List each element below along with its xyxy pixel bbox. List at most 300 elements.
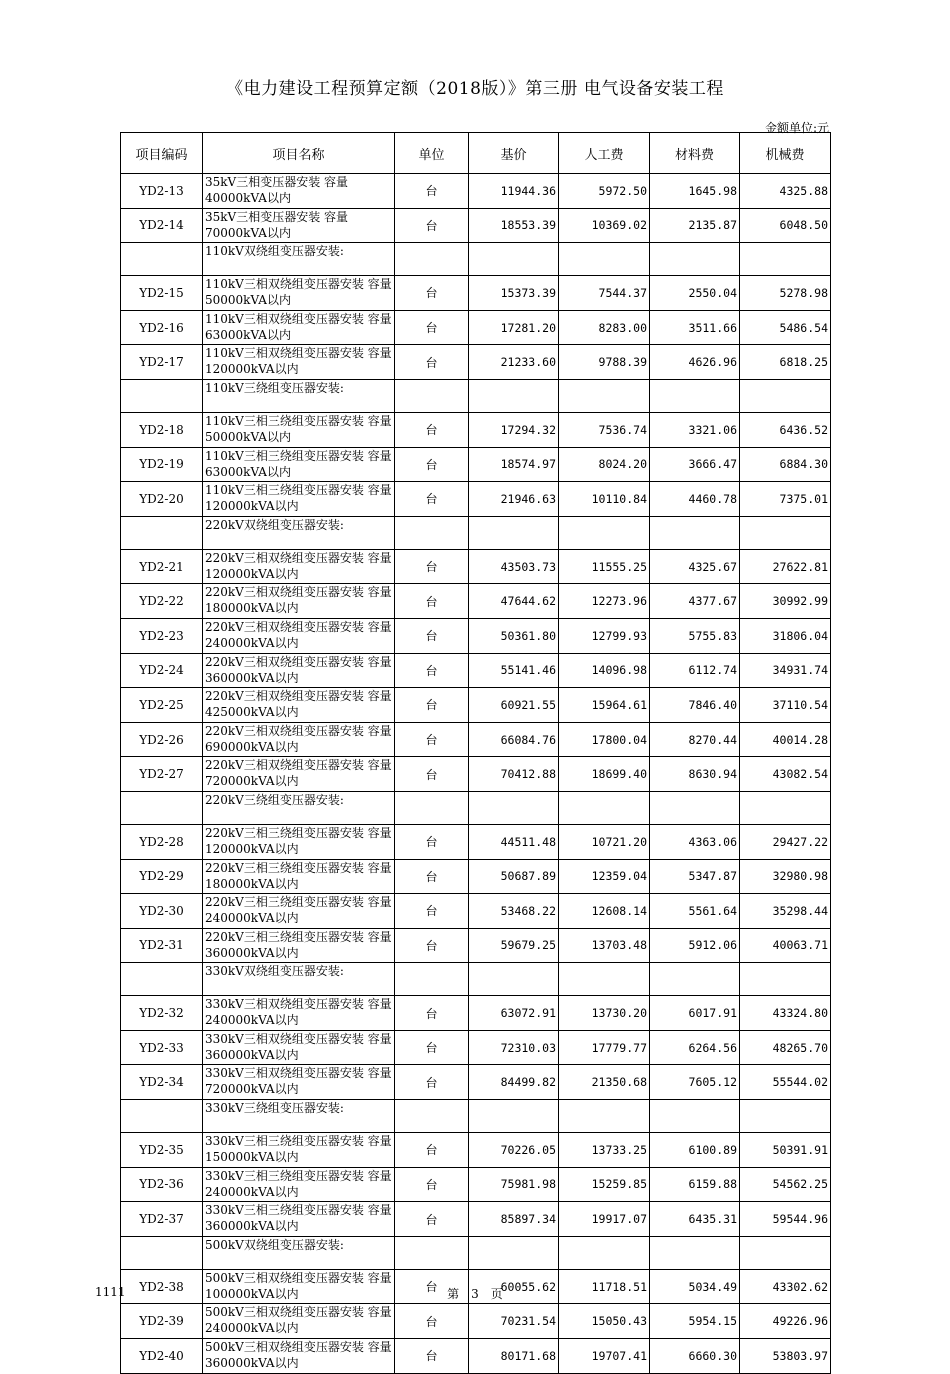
- cell-code: [121, 791, 203, 824]
- cell-base-price: 18553.39: [469, 208, 559, 243]
- cell-base-price: 70226.05: [469, 1133, 559, 1168]
- cell-material-cost: 2550.04: [650, 276, 740, 311]
- item-name-text: 500kV三相双绕组变压器安装 容量 360000kVA以内: [205, 1340, 392, 1371]
- cell-labor-cost: 11718.51: [559, 1269, 650, 1304]
- cell-machine-cost: 4325.88: [740, 174, 831, 209]
- item-name-text: 110kV三相双绕组变压器安装 容量 120000kVA以内: [205, 346, 392, 377]
- cell-labor-cost: 21350.68: [559, 1065, 650, 1100]
- item-name-text: 35kV三相变压器安装 容量 70000kVA以内: [205, 209, 349, 240]
- cell-name: [203, 1304, 395, 1339]
- cell-machine-cost: 31806.04: [740, 618, 831, 653]
- cell-code: YD2-38: [121, 1269, 203, 1304]
- item-name-text: 330kV三相双绕组变压器安装 容量 360000kVA以内: [205, 1031, 392, 1062]
- cell-name: [203, 928, 395, 963]
- cell-name: [203, 516, 395, 549]
- cell-name: [203, 310, 395, 345]
- cell-code: YD2-20: [121, 482, 203, 517]
- cell-machine-cost: 35298.44: [740, 894, 831, 929]
- cell-unit: 台: [395, 174, 469, 209]
- cell-material-cost: 5347.87: [650, 859, 740, 894]
- item-name-text: 220kV三相双绕组变压器安装 容量 120000kVA以内: [205, 550, 392, 581]
- cell-unit: 台: [395, 1339, 469, 1374]
- cell-code: YD2-36: [121, 1167, 203, 1202]
- cell-material-cost: 5561.64: [650, 894, 740, 929]
- cell-machine-cost: 27622.81: [740, 549, 831, 584]
- cell-material-cost: 7605.12: [650, 1065, 740, 1100]
- cell-code: YD2-32: [121, 996, 203, 1031]
- cell-labor-cost: 5972.50: [559, 174, 650, 209]
- item-name-text: 220kV三相双绕组变压器安装 容量 240000kVA以内: [205, 619, 392, 650]
- cell-unit: 台: [395, 276, 469, 311]
- item-name-text: 110kV三相三绕组变压器安装 容量 120000kVA以内: [205, 483, 392, 514]
- cell-machine-cost: 43082.54: [740, 757, 831, 792]
- cell-labor-cost: 15259.85: [559, 1167, 650, 1202]
- cell-base-price: [469, 1236, 559, 1269]
- table-row: [121, 688, 831, 723]
- cell-material-cost: 8270.44: [650, 722, 740, 757]
- cell-machine-cost: 6818.25: [740, 345, 831, 380]
- document-title: 《电力建设工程预算定额（2018版）》第三册 电气设备安装工程: [226, 79, 724, 99]
- cell-base-price: 66084.76: [469, 722, 559, 757]
- cell-base-price: [469, 379, 559, 412]
- table-row: [121, 618, 831, 653]
- cell-material-cost: 6112.74: [650, 653, 740, 688]
- cell-material-cost: 2135.87: [650, 208, 740, 243]
- table-row: [121, 174, 831, 209]
- cell-material-cost: 4363.06: [650, 824, 740, 859]
- header-code: 项目编码: [121, 133, 203, 174]
- cell-unit: 台: [395, 310, 469, 345]
- cell-unit: 台: [395, 549, 469, 584]
- cell-code: [121, 516, 203, 549]
- cell-machine-cost: 6048.50: [740, 208, 831, 243]
- table-row: [121, 894, 831, 929]
- cell-base-price: 11944.36: [469, 174, 559, 209]
- cell-machine-cost: 49226.96: [740, 1304, 831, 1339]
- cell-labor-cost: 12273.96: [559, 584, 650, 619]
- cell-unit: 台: [395, 722, 469, 757]
- cell-machine-cost: 6436.52: [740, 412, 831, 447]
- section-row: [121, 791, 831, 824]
- cell-material-cost: 4460.78: [650, 482, 740, 517]
- cell-material-cost: 6017.91: [650, 996, 740, 1031]
- cell-material-cost: 5912.06: [650, 928, 740, 963]
- cell-material-cost: 4626.96: [650, 345, 740, 380]
- cell-base-price: [469, 791, 559, 824]
- cell-machine-cost: [740, 243, 831, 276]
- cell-base-price: 70231.54: [469, 1304, 559, 1339]
- item-name-text: 500kV三相双绕组变压器安装 容量 240000kVA以内: [205, 1305, 392, 1336]
- quota-table: [120, 132, 831, 1374]
- cell-machine-cost: 29427.22: [740, 824, 831, 859]
- cell-material-cost: 3666.47: [650, 447, 740, 482]
- cell-name: [203, 447, 395, 482]
- cell-machine-cost: 48265.70: [740, 1030, 831, 1065]
- item-name-text: 220kV三相双绕组变压器安装 容量 690000kVA以内: [205, 723, 392, 754]
- cell-unit: 台: [395, 208, 469, 243]
- item-name-text: 330kV三相三绕组变压器安装 容量 360000kVA以内: [205, 1203, 392, 1234]
- cell-name: [203, 1202, 395, 1237]
- section-row: [121, 963, 831, 996]
- item-name-text: 220kV三相三绕组变压器安装 容量 360000kVA以内: [205, 929, 392, 960]
- cell-labor-cost: 15050.43: [559, 1304, 650, 1339]
- cell-code: YD2-21: [121, 549, 203, 584]
- cell-machine-cost: 32980.98: [740, 859, 831, 894]
- table-row: [121, 549, 831, 584]
- item-name-text: 500kV三相双绕组变压器安装 容量 100000kVA以内: [205, 1270, 392, 1301]
- cell-base-price: 17294.32: [469, 412, 559, 447]
- cell-material-cost: 4377.67: [650, 584, 740, 619]
- header-base-price: 基价: [469, 133, 559, 174]
- cell-machine-cost: 40014.28: [740, 722, 831, 757]
- cell-code: YD2-14: [121, 208, 203, 243]
- cell-name: [203, 653, 395, 688]
- cell-material-cost: 3321.06: [650, 412, 740, 447]
- cell-name: [203, 584, 395, 619]
- cell-labor-cost: 17800.04: [559, 722, 650, 757]
- cell-labor-cost: 19917.07: [559, 1202, 650, 1237]
- cell-name: [203, 996, 395, 1031]
- cell-unit: [395, 963, 469, 996]
- cell-base-price: 43503.73: [469, 549, 559, 584]
- page-number: 第 3 页: [447, 1287, 503, 1301]
- cell-unit: 台: [395, 928, 469, 963]
- cell-material-cost: [650, 1100, 740, 1133]
- cell-base-price: 55141.46: [469, 653, 559, 688]
- cell-material-cost: [650, 243, 740, 276]
- cell-machine-cost: 43324.80: [740, 996, 831, 1031]
- cell-machine-cost: [740, 1236, 831, 1269]
- cell-base-price: 85897.34: [469, 1202, 559, 1237]
- cell-machine-cost: 34931.74: [740, 653, 831, 688]
- item-name-text: 220kV双绕组变压器安装:: [205, 517, 344, 532]
- cell-name: [203, 208, 395, 243]
- cell-code: YD2-24: [121, 653, 203, 688]
- cell-base-price: 50687.89: [469, 859, 559, 894]
- cell-name: [203, 791, 395, 824]
- table-body: [121, 174, 831, 1374]
- item-name-text: 330kV三相三绕组变压器安装 容量 240000kVA以内: [205, 1168, 392, 1199]
- cell-name: [203, 722, 395, 757]
- cell-labor-cost: [559, 379, 650, 412]
- cell-machine-cost: 55544.02: [740, 1065, 831, 1100]
- item-name-text: 110kV三相三绕组变压器安装 容量 63000kVA以内: [205, 448, 392, 479]
- item-name-text: 330kV三相三绕组变压器安装 容量 150000kVA以内: [205, 1134, 392, 1165]
- cell-labor-cost: [559, 243, 650, 276]
- table-row: [121, 276, 831, 311]
- cell-labor-cost: 13733.25: [559, 1133, 650, 1168]
- cell-machine-cost: [740, 791, 831, 824]
- table-row: [121, 345, 831, 380]
- item-name-text: 110kV三相双绕组变压器安装 容量 63000kVA以内: [205, 311, 392, 342]
- cell-base-price: 59679.25: [469, 928, 559, 963]
- cell-code: YD2-30: [121, 894, 203, 929]
- cell-name: [203, 482, 395, 517]
- cell-machine-cost: 53803.97: [740, 1339, 831, 1374]
- cell-name: [203, 1133, 395, 1168]
- item-name-text: 220kV三相三绕组变压器安装 容量 240000kVA以内: [205, 895, 392, 926]
- cell-labor-cost: [559, 963, 650, 996]
- cell-labor-cost: 8283.00: [559, 310, 650, 345]
- cell-machine-cost: 5278.98: [740, 276, 831, 311]
- item-name-text: 220kV三相三绕组变压器安装 容量 180000kVA以内: [205, 860, 392, 891]
- cell-code: YD2-16: [121, 310, 203, 345]
- cell-code: YD2-37: [121, 1202, 203, 1237]
- cell-material-cost: 4325.67: [650, 549, 740, 584]
- cell-base-price: 17281.20: [469, 310, 559, 345]
- cell-base-price: [469, 1100, 559, 1133]
- cell-unit: 台: [395, 1133, 469, 1168]
- cell-material-cost: 5755.83: [650, 618, 740, 653]
- cell-unit: [395, 791, 469, 824]
- cell-material-cost: [650, 1236, 740, 1269]
- cell-base-price: 80171.68: [469, 1339, 559, 1374]
- table-row: [121, 1065, 831, 1100]
- cell-base-price: 15373.39: [469, 276, 559, 311]
- section-row: [121, 1100, 831, 1133]
- cell-base-price: 72310.03: [469, 1030, 559, 1065]
- cell-machine-cost: 43302.62: [740, 1269, 831, 1304]
- table-header-row: [121, 133, 831, 174]
- cell-code: YD2-19: [121, 447, 203, 482]
- header-unit: 单位: [395, 133, 469, 174]
- cell-labor-cost: 10110.84: [559, 482, 650, 517]
- cell-material-cost: 6100.89: [650, 1133, 740, 1168]
- cell-unit: 台: [395, 1030, 469, 1065]
- table-row: [121, 412, 831, 447]
- cell-unit: 台: [395, 996, 469, 1031]
- cell-material-cost: 3511.66: [650, 310, 740, 345]
- table-row: [121, 722, 831, 757]
- table-row: [121, 824, 831, 859]
- cell-unit: 台: [395, 894, 469, 929]
- item-name-text: 500kV双绕组变压器安装:: [205, 1237, 344, 1252]
- cell-base-price: 47644.62: [469, 584, 559, 619]
- cell-unit: [395, 379, 469, 412]
- cell-material-cost: 8630.94: [650, 757, 740, 792]
- cell-machine-cost: [740, 963, 831, 996]
- header-name: 项目名称: [203, 133, 395, 174]
- cell-name: [203, 688, 395, 723]
- cell-base-price: 75981.98: [469, 1167, 559, 1202]
- cell-machine-cost: 5486.54: [740, 310, 831, 345]
- cell-unit: 台: [395, 447, 469, 482]
- cell-code: YD2-18: [121, 412, 203, 447]
- cell-labor-cost: [559, 1236, 650, 1269]
- cell-code: YD2-34: [121, 1065, 203, 1100]
- cell-base-price: 21946.63: [469, 482, 559, 517]
- table-row: [121, 1202, 831, 1237]
- table-row: [121, 1030, 831, 1065]
- cell-name: [203, 345, 395, 380]
- cell-material-cost: 1645.98: [650, 174, 740, 209]
- cell-name: [203, 412, 395, 447]
- cell-material-cost: 5954.15: [650, 1304, 740, 1339]
- item-name-text: 330kV三相双绕组变压器安装 容量 720000kVA以内: [205, 1066, 392, 1097]
- cell-unit: 台: [395, 824, 469, 859]
- table-row: [121, 928, 831, 963]
- item-name-text: 330kV双绕组变压器安装:: [205, 964, 344, 979]
- cell-material-cost: [650, 516, 740, 549]
- cell-labor-cost: [559, 791, 650, 824]
- cell-code: YD2-40: [121, 1339, 203, 1374]
- cell-labor-cost: 9788.39: [559, 345, 650, 380]
- table-row: [121, 859, 831, 894]
- cell-unit: 台: [395, 1269, 469, 1304]
- cell-unit: 台: [395, 1202, 469, 1237]
- item-name-text: 220kV三相双绕组变压器安装 容量 425000kVA以内: [205, 689, 392, 720]
- table-row: [121, 653, 831, 688]
- cell-base-price: 63072.91: [469, 996, 559, 1031]
- cell-machine-cost: 7375.01: [740, 482, 831, 517]
- cell-labor-cost: 11555.25: [559, 549, 650, 584]
- cell-code: [121, 1100, 203, 1133]
- cell-labor-cost: 13703.48: [559, 928, 650, 963]
- cell-code: YD2-35: [121, 1133, 203, 1168]
- cell-material-cost: 6435.31: [650, 1202, 740, 1237]
- cell-labor-cost: 10721.20: [559, 824, 650, 859]
- cell-machine-cost: [740, 1100, 831, 1133]
- cell-base-price: 50361.80: [469, 618, 559, 653]
- table-row: [121, 310, 831, 345]
- cell-unit: [395, 243, 469, 276]
- currency-unit-note: 金额单位:元: [764, 121, 829, 135]
- cell-unit: 台: [395, 1167, 469, 1202]
- cell-labor-cost: [559, 1100, 650, 1133]
- cell-name: [203, 618, 395, 653]
- cell-unit: [395, 1236, 469, 1269]
- cell-material-cost: 6159.88: [650, 1167, 740, 1202]
- cell-code: YD2-26: [121, 722, 203, 757]
- cell-labor-cost: 8024.20: [559, 447, 650, 482]
- table-row: [121, 757, 831, 792]
- section-row: [121, 1236, 831, 1269]
- cell-base-price: [469, 243, 559, 276]
- cell-material-cost: 5034.49: [650, 1269, 740, 1304]
- table-row: [121, 1133, 831, 1168]
- cell-code: YD2-22: [121, 584, 203, 619]
- cell-material-cost: [650, 379, 740, 412]
- cell-unit: 台: [395, 618, 469, 653]
- cell-base-price: [469, 516, 559, 549]
- item-name-text: 110kV三相三绕组变压器安装 容量 50000kVA以内: [205, 413, 392, 444]
- cell-code: [121, 379, 203, 412]
- cell-material-cost: [650, 963, 740, 996]
- cell-code: YD2-29: [121, 859, 203, 894]
- cell-name: [203, 379, 395, 412]
- cell-unit: [395, 1100, 469, 1133]
- section-row: [121, 516, 831, 549]
- cell-name: [203, 963, 395, 996]
- header-labor-cost: 人工费: [559, 133, 650, 174]
- item-name-text: 220kV三相三绕组变压器安装 容量 120000kVA以内: [205, 825, 392, 856]
- cell-unit: 台: [395, 859, 469, 894]
- cell-base-price: 60055.62: [469, 1269, 559, 1304]
- cell-code: [121, 1236, 203, 1269]
- cell-labor-cost: 12359.04: [559, 859, 650, 894]
- cell-base-price: 18574.97: [469, 447, 559, 482]
- cell-labor-cost: 12799.93: [559, 618, 650, 653]
- table-row: [121, 584, 831, 619]
- table-row: [121, 482, 831, 517]
- cell-labor-cost: [559, 516, 650, 549]
- cell-machine-cost: 40063.71: [740, 928, 831, 963]
- table-row: [121, 1304, 831, 1339]
- cell-base-price: 53468.22: [469, 894, 559, 929]
- item-name-text: 110kV三绕组变压器安装:: [205, 380, 344, 395]
- cell-code: YD2-33: [121, 1030, 203, 1065]
- cell-machine-cost: 59544.96: [740, 1202, 831, 1237]
- item-name-text: 35kV三相变压器安装 容量 40000kVA以内: [205, 175, 349, 205]
- cell-unit: 台: [395, 653, 469, 688]
- cell-machine-cost: 50391.91: [740, 1133, 831, 1168]
- cell-material-cost: 6660.30: [650, 1339, 740, 1374]
- cell-name: [203, 1100, 395, 1133]
- cell-code: YD2-23: [121, 618, 203, 653]
- cell-base-price: 21233.60: [469, 345, 559, 380]
- cell-code: YD2-17: [121, 345, 203, 380]
- cell-code: YD2-31: [121, 928, 203, 963]
- footer-code: 1111: [95, 1285, 126, 1299]
- item-name-text: 220kV三相双绕组变压器安装 容量 720000kVA以内: [205, 758, 392, 789]
- cell-machine-cost: 30992.99: [740, 584, 831, 619]
- cell-code: YD2-28: [121, 824, 203, 859]
- section-row: [121, 379, 831, 412]
- cell-base-price: 84499.82: [469, 1065, 559, 1100]
- table-row: [121, 1167, 831, 1202]
- cell-name: [203, 1065, 395, 1100]
- cell-name: [203, 549, 395, 584]
- cell-labor-cost: 18699.40: [559, 757, 650, 792]
- header-machine-cost: 机械费: [740, 133, 831, 174]
- cell-unit: 台: [395, 1065, 469, 1100]
- item-name-text: 110kV三相双绕组变压器安装 容量 50000kVA以内: [205, 277, 392, 308]
- cell-code: YD2-25: [121, 688, 203, 723]
- cell-name: [203, 894, 395, 929]
- cell-labor-cost: 19707.41: [559, 1339, 650, 1374]
- item-name-text: 220kV三相双绕组变压器安装 容量 180000kVA以内: [205, 585, 392, 616]
- cell-base-price: 60921.55: [469, 688, 559, 723]
- header-material-cost: 材料费: [650, 133, 740, 174]
- section-row: [121, 243, 831, 276]
- cell-base-price: [469, 963, 559, 996]
- cell-name: [203, 1236, 395, 1269]
- table-row: [121, 208, 831, 243]
- cell-labor-cost: 17779.77: [559, 1030, 650, 1065]
- cell-labor-cost: 13730.20: [559, 996, 650, 1031]
- cell-unit: 台: [395, 482, 469, 517]
- table-row: [121, 447, 831, 482]
- cell-labor-cost: 10369.02: [559, 208, 650, 243]
- item-name-text: 220kV三相双绕组变压器安装 容量 360000kVA以内: [205, 654, 392, 685]
- cell-labor-cost: 7544.37: [559, 276, 650, 311]
- cell-code: [121, 243, 203, 276]
- item-name-text: 220kV三绕组变压器安装:: [205, 792, 344, 807]
- cell-code: YD2-15: [121, 276, 203, 311]
- cell-labor-cost: 14096.98: [559, 653, 650, 688]
- cell-machine-cost: [740, 516, 831, 549]
- item-name-text: 330kV三相双绕组变压器安装 容量 240000kVA以内: [205, 997, 392, 1028]
- cell-name: [203, 1030, 395, 1065]
- cell-labor-cost: 15964.61: [559, 688, 650, 723]
- cell-name: [203, 859, 395, 894]
- cell-machine-cost: 37110.54: [740, 688, 831, 723]
- cell-unit: 台: [395, 345, 469, 380]
- cell-name: [203, 824, 395, 859]
- cell-code: YD2-39: [121, 1304, 203, 1339]
- cell-material-cost: 6264.56: [650, 1030, 740, 1065]
- cell-unit: 台: [395, 688, 469, 723]
